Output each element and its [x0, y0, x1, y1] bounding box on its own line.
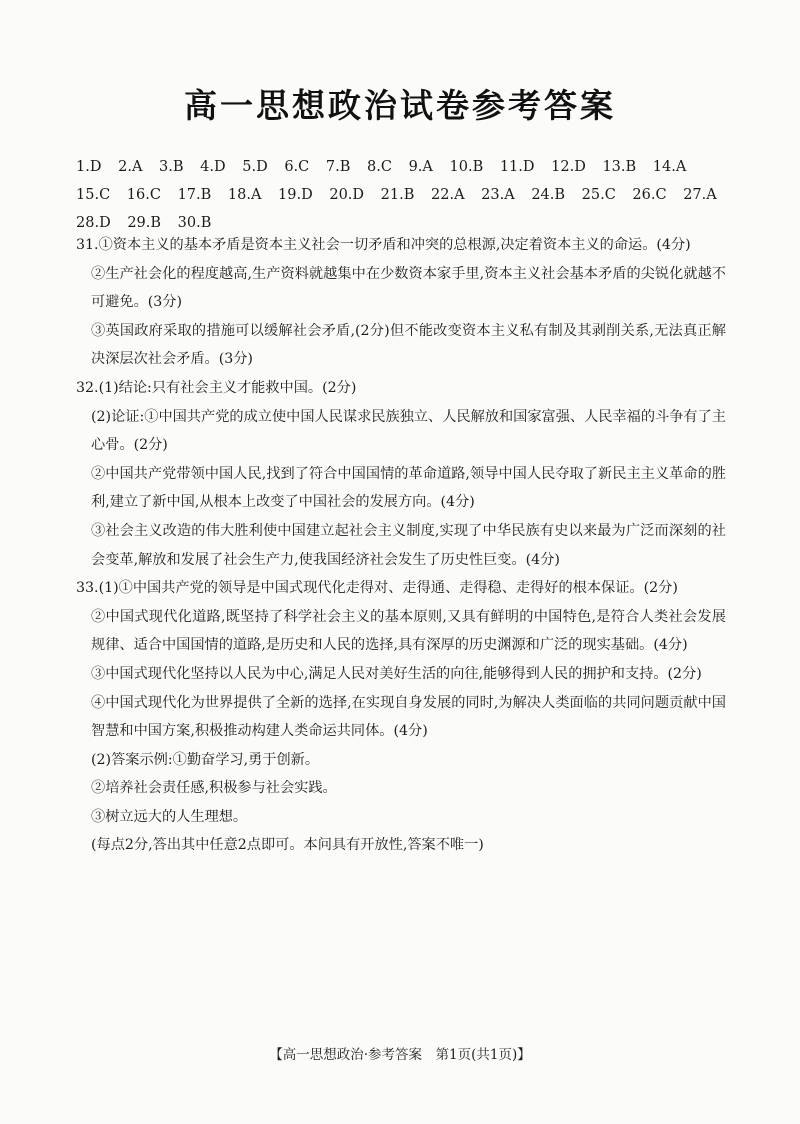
mc-number: 2.	[118, 159, 132, 175]
mc-item	[118, 153, 142, 181]
mc-item	[200, 153, 225, 181]
mc-row	[76, 153, 726, 181]
question-33	[76, 574, 726, 860]
mc-answer: D	[89, 159, 102, 175]
scoring-note: (每点2分,答出其中任意2点即可。本问具有开放性,答案不唯一)	[91, 837, 484, 854]
mc-number: 22.	[431, 187, 455, 203]
mc-item	[367, 153, 392, 181]
answer-paragraph: (2)答案示例:①勤奋学习,勇于创新。	[91, 751, 320, 768]
answer-paragraph: (2)论证:①中国共产党的成立使中国人民谋求民族独立、人民解放和国家富强、人民幸福的斗争有了主心骨。(2分)	[91, 408, 726, 454]
mc-answer: A	[131, 159, 143, 175]
mc-item	[602, 153, 636, 181]
mc-item	[632, 181, 666, 209]
mc-number: 26.	[632, 187, 656, 203]
mc-answer: B	[150, 215, 162, 231]
mc-number: 18.	[227, 187, 251, 203]
open-answers	[76, 231, 726, 860]
mc-answer: D	[574, 159, 586, 175]
mc-number: 20.	[329, 187, 353, 203]
mc-answer: A	[706, 187, 717, 203]
mc-item	[284, 153, 309, 181]
mc-answer: D	[301, 187, 313, 203]
mc-answer: C	[380, 159, 392, 175]
mc-number: 19.	[278, 187, 302, 203]
mc-number: 16.	[126, 187, 150, 203]
mc-number: 21.	[380, 187, 404, 203]
mc-number: 12.	[551, 159, 575, 175]
mc-answer: A	[250, 187, 262, 203]
mc-number: 30.	[177, 215, 201, 231]
question-32	[76, 374, 726, 574]
mc-item	[409, 153, 433, 181]
mc-answer: A	[422, 159, 433, 175]
mc-answer: B	[200, 187, 212, 203]
mc-number: 17.	[177, 187, 201, 203]
mc-answer: D	[213, 159, 226, 175]
mc-answer: B	[200, 215, 212, 231]
question-31	[76, 231, 726, 374]
answer-paragraph: ②培养社会责任感,积极参与社会实践。	[91, 780, 337, 797]
mc-answer: A	[504, 187, 515, 203]
mc-answer: D	[99, 215, 111, 231]
mc-number: 14.	[652, 159, 676, 175]
mc-number: 29.	[127, 215, 151, 231]
answer-paragraph: ③中国式现代化坚持以人民为中心,满足人民对美好生活的向往,能够得到人民的拥护和支持。(2分)	[91, 665, 702, 682]
mc-answer: B	[172, 159, 184, 175]
page-footer: 【高一思想政治·参考答案 第1页(共1页)】	[269, 1047, 531, 1063]
mc-item	[326, 153, 351, 181]
mc-answer: B	[554, 187, 566, 203]
mc-item	[551, 153, 586, 181]
mc-answer: C	[604, 187, 616, 203]
mc-number: 13.	[602, 159, 626, 175]
mc-answer: C	[99, 187, 111, 203]
mc-item	[683, 181, 717, 209]
answer-paragraph: 32.(1)结论:只有社会主义才能救中国。(2分)	[76, 379, 357, 396]
mc-number: 5.	[242, 159, 257, 175]
mc-item	[500, 153, 535, 181]
answer-paragraph: 33.(1)①中国共产党的领导是中国式现代化走得对、走得通、走得稳、走得好的根本保证。(2分)	[76, 580, 678, 597]
mc-item	[450, 153, 484, 181]
page-title: 高一思想政治试卷参考答案	[184, 86, 616, 125]
mc-answer: D	[352, 187, 365, 203]
mc-item	[76, 181, 110, 209]
mc-item	[582, 181, 616, 209]
mc-item	[178, 181, 212, 209]
mc-item	[242, 153, 267, 181]
mc-row	[76, 181, 726, 209]
mc-number: 28.	[76, 215, 100, 231]
mc-item	[159, 153, 184, 181]
answer-paragraph: ②生产社会化的程度越高,生产资料就越集中在少数资本家手里,资本主义社会基本矛盾的尖锐化就越不可避免。(3分)	[91, 265, 726, 311]
mc-number: 8.	[367, 159, 381, 175]
mc-number: 1.	[76, 159, 90, 175]
mc-item	[381, 181, 415, 209]
mc-item	[228, 181, 262, 209]
mc-answer: B	[403, 187, 415, 203]
mc-item	[127, 181, 161, 209]
mc-answer: B	[472, 159, 484, 175]
answer-paragraph: ③社会主义改造的伟大胜利使中国建立起社会主义制度,实现了中华民族有史以来最为广泛而深刻的社会变革,解放和发展了社会生产力,使我国经济社会发生了历史性巨变。(4分)	[91, 522, 726, 568]
answer-paragraph: ③树立远大的人生理想。	[91, 808, 248, 825]
mc-answer: B	[625, 159, 637, 175]
mc-number: 6.	[284, 159, 299, 175]
mc-number: 11.	[499, 159, 523, 175]
mc-item	[278, 181, 313, 209]
answer-paragraph: ②中国式现代化道路,既坚持了科学社会主义的基本原则,又具有鲜明的中国特色,是符合人类社会发展规律、适合中国国情的道路,是历史和人民的选择,具有深厚的历史渊源和广泛的现实基础。(4分)	[91, 608, 726, 654]
mc-number: 24.	[531, 187, 555, 203]
mc-item	[531, 181, 565, 209]
answer-paragraph: ④中国式现代化为世界提供了全新的选择,在实现自身发展的同时,为解决人类面临的共同问题贡献中国智慧和中国方案,积极推动构建人类命运共同体。(4分)	[91, 694, 726, 740]
mc-answer: A	[454, 187, 465, 203]
mc-item	[431, 181, 465, 209]
mc-answer: A	[675, 159, 687, 175]
mc-number: 4.	[200, 159, 214, 175]
mc-item	[481, 181, 515, 209]
mc-number: 27.	[683, 187, 707, 203]
mc-number: 3.	[159, 159, 173, 175]
mc-number: 10.	[449, 159, 473, 175]
mc-answer: D	[256, 159, 268, 175]
mc-number: 9.	[408, 159, 423, 175]
answer-paragraph: 31.①资本主义的基本矛盾是资本主义社会一切矛盾和冲突的总根源,决定着资本主义的命运。(4分)	[76, 237, 691, 253]
mc-answer: D	[522, 159, 535, 175]
mc-item	[653, 153, 687, 181]
mc-item	[76, 153, 101, 181]
answer-paragraph: ③英国政府采取的措施可以缓解社会矛盾,(2分)但不能改变资本主义私有制及其剥削关系,无法真正解决深层次社会矛盾。(3分)	[91, 322, 726, 368]
mc-number: 23.	[481, 187, 505, 203]
mc-item	[329, 181, 364, 209]
answer-paragraph: ②中国共产党带领中国人民,找到了符合中国国情的革命道路,领导中国人民夺取了新民主主义革命的胜利,建立了新中国,从根本上改变了中国社会的发展方向。(4分)	[91, 465, 726, 511]
mc-answer: C	[298, 159, 310, 175]
mc-answer: C	[655, 187, 667, 203]
mc-number: 7.	[325, 159, 340, 175]
mc-number: 15.	[76, 187, 100, 203]
multiple-choice-answers	[76, 153, 726, 237]
mc-answer: C	[149, 187, 161, 203]
mc-number: 25.	[581, 187, 605, 203]
mc-answer: B	[339, 159, 351, 175]
